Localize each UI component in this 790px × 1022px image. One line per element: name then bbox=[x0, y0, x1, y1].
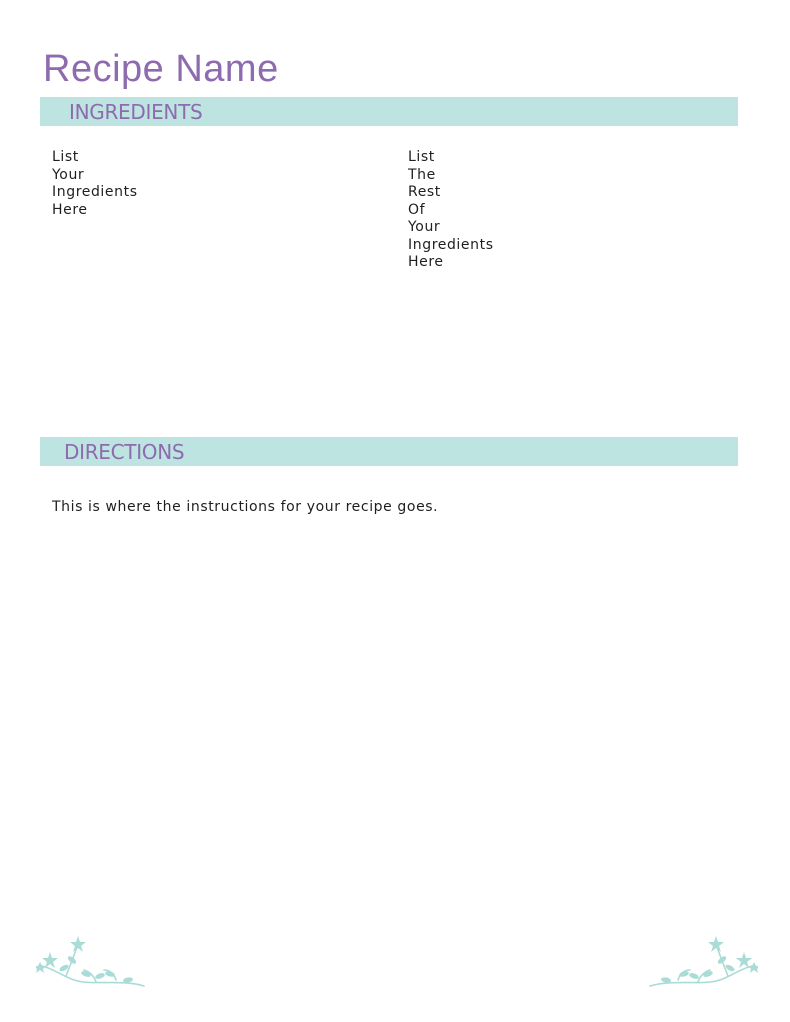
ingredient-item: Ingredients bbox=[408, 236, 494, 253]
ingredient-item: Rest bbox=[408, 184, 441, 200]
ingredients-list-right bbox=[408, 149, 494, 272]
ingredient-item: Ingredients bbox=[52, 184, 138, 200]
ingredient-item: Here bbox=[52, 201, 88, 218]
directions-heading: DIRECTIONS bbox=[64, 440, 185, 464]
ingredients-heading: INGREDIENTS bbox=[69, 100, 203, 124]
directions-text: This is where the instructions for your recipe goes. bbox=[52, 499, 439, 515]
ingredient-item: Here bbox=[408, 254, 444, 270]
floral-vine-icon bbox=[36, 930, 148, 990]
directions-header-bar bbox=[40, 437, 738, 466]
recipe-title: Recipe Name bbox=[43, 48, 279, 90]
ingredient-item: Your bbox=[408, 219, 441, 235]
ingredient-item: Of bbox=[408, 201, 426, 218]
ingredient-item: The bbox=[408, 166, 436, 183]
floral-vine-icon bbox=[646, 930, 758, 990]
ingredients-header-bar bbox=[40, 97, 738, 126]
ingredient-item: List bbox=[52, 149, 79, 165]
ingredients-list-left bbox=[52, 149, 138, 219]
ingredient-item: Your bbox=[52, 166, 85, 183]
ingredient-item: List bbox=[408, 149, 435, 165]
